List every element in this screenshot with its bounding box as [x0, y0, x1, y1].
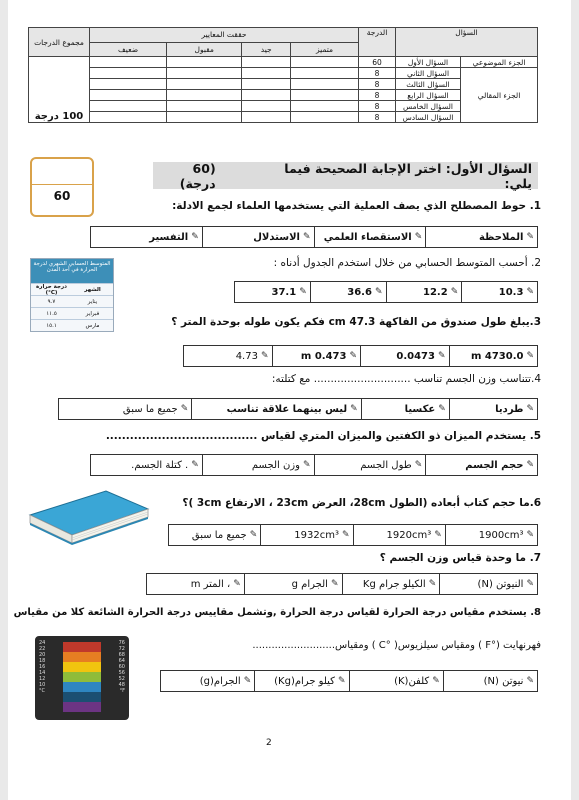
pencil-icon: ✎ [526, 579, 534, 589]
item6-option-1[interactable]: ✎ 1900cm³ [445, 525, 537, 545]
pencil-icon: ✎ [450, 287, 459, 297]
item1-text: 1. حوط المصطلح الذي يصف العملية التي يستخدمها العلماء لجمع الادلة: [172, 200, 541, 212]
item7-option-3[interactable]: ✎ الجرام g [244, 574, 342, 594]
item7-option-4[interactable]: ✎ ، المتر m [190, 578, 241, 590]
pencil-icon: ✎ [526, 460, 534, 470]
item6-text: 6.ما حجم كتاب أبعاده (الطول 28cm، العرض 23cm ، الارتفاع 3cm )؟ [182, 497, 541, 509]
pencil-icon: ✎ [180, 404, 189, 414]
pencil-icon: ✎ [526, 287, 534, 297]
pencil-icon: ✎ [191, 232, 199, 242]
item8-option-2[interactable]: ✎ كلفن(K) [349, 671, 443, 691]
question1-title: السؤال الأول: اختر الإجابة الصحيحة فيما يلي: [284, 160, 532, 191]
pencil-icon: ✎ [526, 404, 534, 414]
book-illustration [26, 487, 152, 547]
item2-options [234, 281, 538, 303]
level-excellent: متميز [291, 42, 359, 57]
level-weak: ضعيف [90, 42, 167, 57]
pencil-icon: ✎ [350, 404, 358, 414]
pencil-icon: ✎ [526, 351, 534, 361]
score-box [30, 157, 94, 217]
item7-option-2[interactable]: ✎ الكيلو جرام Kg [342, 574, 440, 594]
item2-option-1[interactable]: ✎ 10.3 [461, 282, 537, 302]
thermometer-scale [35, 636, 129, 720]
item6-option-4[interactable]: ✎ جميع ما سبق [191, 529, 258, 541]
item4-option-1[interactable]: ✎ طرديا [449, 399, 537, 419]
row-q2-label: السؤال الثاني [396, 68, 461, 79]
row-q4-grade: 8 [359, 90, 396, 101]
row-q1-grade: 60 [359, 57, 396, 68]
total-value: 100 درجة [29, 57, 90, 123]
item8-option-1[interactable]: ✎ نيوتن (N) [443, 671, 537, 691]
item2-text: 2. أحسب المتوسط الحسابي من خلال استخدم الجدول أدناه : [273, 257, 541, 269]
item3-option-3[interactable]: ✎ 0.473 m [272, 346, 361, 366]
header-total: مجموع الدرجات [29, 28, 90, 57]
item4-option-3[interactable]: ✎ ليس بينهما علاقة تناسب [191, 399, 360, 419]
item5-option-3[interactable]: ✎ وزن الجسم [202, 455, 314, 475]
pencil-icon: ✎ [434, 530, 442, 540]
item6-options [168, 524, 538, 546]
pencil-icon: ✎ [432, 676, 440, 686]
item8-text-continued: فهرنهايت (°F ) ومقياس سيلزيوس( °C ) ومقياس.......................... [252, 640, 541, 651]
item2-option-3[interactable]: ✎ 36.6 [310, 282, 386, 302]
item8-option-4[interactable]: ✎ الجرام(g) [199, 675, 252, 687]
row-q3-grade: 8 [359, 79, 396, 90]
fahrenheit-labels: 76 72 68 64 60 56 52 48 °F [118, 640, 125, 694]
pencil-icon: ✎ [260, 351, 269, 361]
pencil-icon: ✎ [437, 351, 446, 361]
pencil-icon: ✎ [243, 676, 252, 686]
pencil-icon: ✎ [374, 287, 383, 297]
item3-option-4[interactable]: ✎ 4.73 [235, 350, 269, 362]
temperature-col-month: الشهر [84, 286, 101, 293]
pencil-icon: ✎ [349, 351, 357, 361]
item1-options [90, 226, 538, 248]
pencil-icon: ✎ [341, 530, 350, 540]
row-q3-label: السؤال الثالث [396, 79, 461, 90]
row-q4-label: السؤال الرابع [396, 90, 461, 101]
pencil-icon: ✎ [428, 579, 437, 589]
question1-points: (60 درجة) [179, 160, 216, 191]
header-criteria: حققت المعايير [90, 28, 359, 43]
question1-header [153, 162, 538, 189]
pencil-icon: ✎ [302, 232, 311, 242]
pencil-icon: ✎ [249, 530, 258, 540]
header-question: السؤال [396, 28, 538, 57]
header-grade: الدرجة [359, 28, 396, 57]
thermometer-illustration [35, 636, 129, 720]
item5-options [90, 454, 538, 476]
worksheet-page [8, 0, 571, 800]
row-q2-grade: 8 [359, 68, 396, 79]
item5-option-4[interactable]: ✎ . كتلة الجسم. [131, 459, 199, 471]
row-q1-label: السؤال الأول [396, 57, 461, 68]
pencil-icon: ✎ [233, 579, 241, 589]
temperature-col-temp: درجة حرارة (C°) [36, 283, 67, 296]
pencil-icon: ✎ [526, 676, 534, 686]
item4-option-4[interactable]: ✎ جميع ما سبق [122, 403, 189, 415]
row-q6-grade: 8 [359, 112, 396, 123]
item8-options [160, 670, 538, 692]
item3-options [183, 345, 538, 367]
pencil-icon: ✎ [337, 676, 346, 686]
item7-option-1[interactable]: ✎ النيوتن (N) [439, 574, 537, 594]
item1-option-1[interactable]: ✎ الملاحظة [425, 227, 537, 247]
grade-table [28, 27, 538, 123]
item8-option-3[interactable]: ✎ كيلو جرام(Kg) [254, 671, 348, 691]
pencil-icon: ✎ [302, 460, 311, 470]
item5-option-1[interactable]: ✎ حجم الجسم [425, 455, 537, 475]
table-row: فبراير ١١.٥ [31, 307, 113, 319]
item1-option-3[interactable]: ✎ الاستدلال [202, 227, 314, 247]
level-acceptable: مقبول [167, 42, 242, 57]
item4-text: 4.تتناسب وزن الجسم تناسب ............................. مع كتلته: [271, 373, 541, 385]
item2-option-4[interactable]: ✎ 37.1 [271, 286, 307, 298]
pencil-icon: ✎ [191, 460, 199, 470]
item1-option-2[interactable]: ✎ الاستقصاء العلمي [314, 227, 426, 247]
item1-option-4[interactable]: ✎ التفسير [149, 231, 199, 243]
item5-option-2[interactable]: ✎ طول الجسم [314, 455, 426, 475]
row-q5-label: السؤال الخامس [396, 101, 461, 112]
item7-options [146, 573, 538, 595]
level-good: جيد [242, 42, 291, 57]
row-q5-grade: 8 [359, 101, 396, 112]
pencil-icon: ✎ [330, 579, 339, 589]
section-essay: الجزء المقالي [461, 68, 538, 123]
pencil-icon: ✎ [414, 232, 423, 242]
pencil-icon: ✎ [438, 404, 446, 414]
item6-option-2[interactable]: ✎ 1920cm³ [353, 525, 445, 545]
page-number: 2 [266, 738, 272, 748]
celsius-labels: 24 22 20 18 16 14 12 10 °C [39, 640, 46, 694]
pencil-icon: ✎ [526, 232, 534, 242]
pencil-icon: ✎ [299, 287, 307, 297]
item6-option-3[interactable]: ✎ 1932cm³ [260, 525, 352, 545]
pencil-icon: ✎ [526, 530, 534, 540]
section-objective: الجزء الموضوعي [461, 57, 538, 68]
item4-option-2[interactable]: ✎ عكسيا [361, 399, 449, 419]
item3-text: 3.يبلغ طول صندوق من الفاكهة 47.3 cm فكم يكون طوله بوحدة المتر ؟ [171, 316, 541, 328]
item2-option-2[interactable]: ✎ 12.2 [386, 282, 462, 302]
item3-option-1[interactable]: ✎ 4730.0 m [449, 346, 538, 366]
pencil-icon: ✎ [414, 460, 423, 470]
table-row: يناير ٩.٧ [31, 295, 113, 307]
item7-text: 7. ما وحدة قياس وزن الجسم ؟ [379, 552, 541, 564]
item3-option-2[interactable]: ✎ 0.0473 [360, 346, 449, 366]
item5-text: 5. يستخدم الميزان ذو الكفتين والميزان المتري لقياس ...................................... [105, 430, 541, 442]
temperature-table-image [30, 258, 114, 332]
score-value: 60 [53, 189, 71, 203]
item4-options [58, 398, 538, 420]
temperature-table-title: المتوسط الحسابي الشهري لدرجة الحرارة في أحد المدن [31, 259, 113, 283]
item8-text: 8. يستخدم مقياس درجة الحرارة لقياس درجة الحرارة ,وتشمل مقاييس درجة الحرارة الشائعة كلا من مقياس [13, 607, 541, 618]
row-q6-label: السؤال السادس [396, 112, 461, 123]
table-row: مارس ١٥.١ [31, 319, 113, 331]
